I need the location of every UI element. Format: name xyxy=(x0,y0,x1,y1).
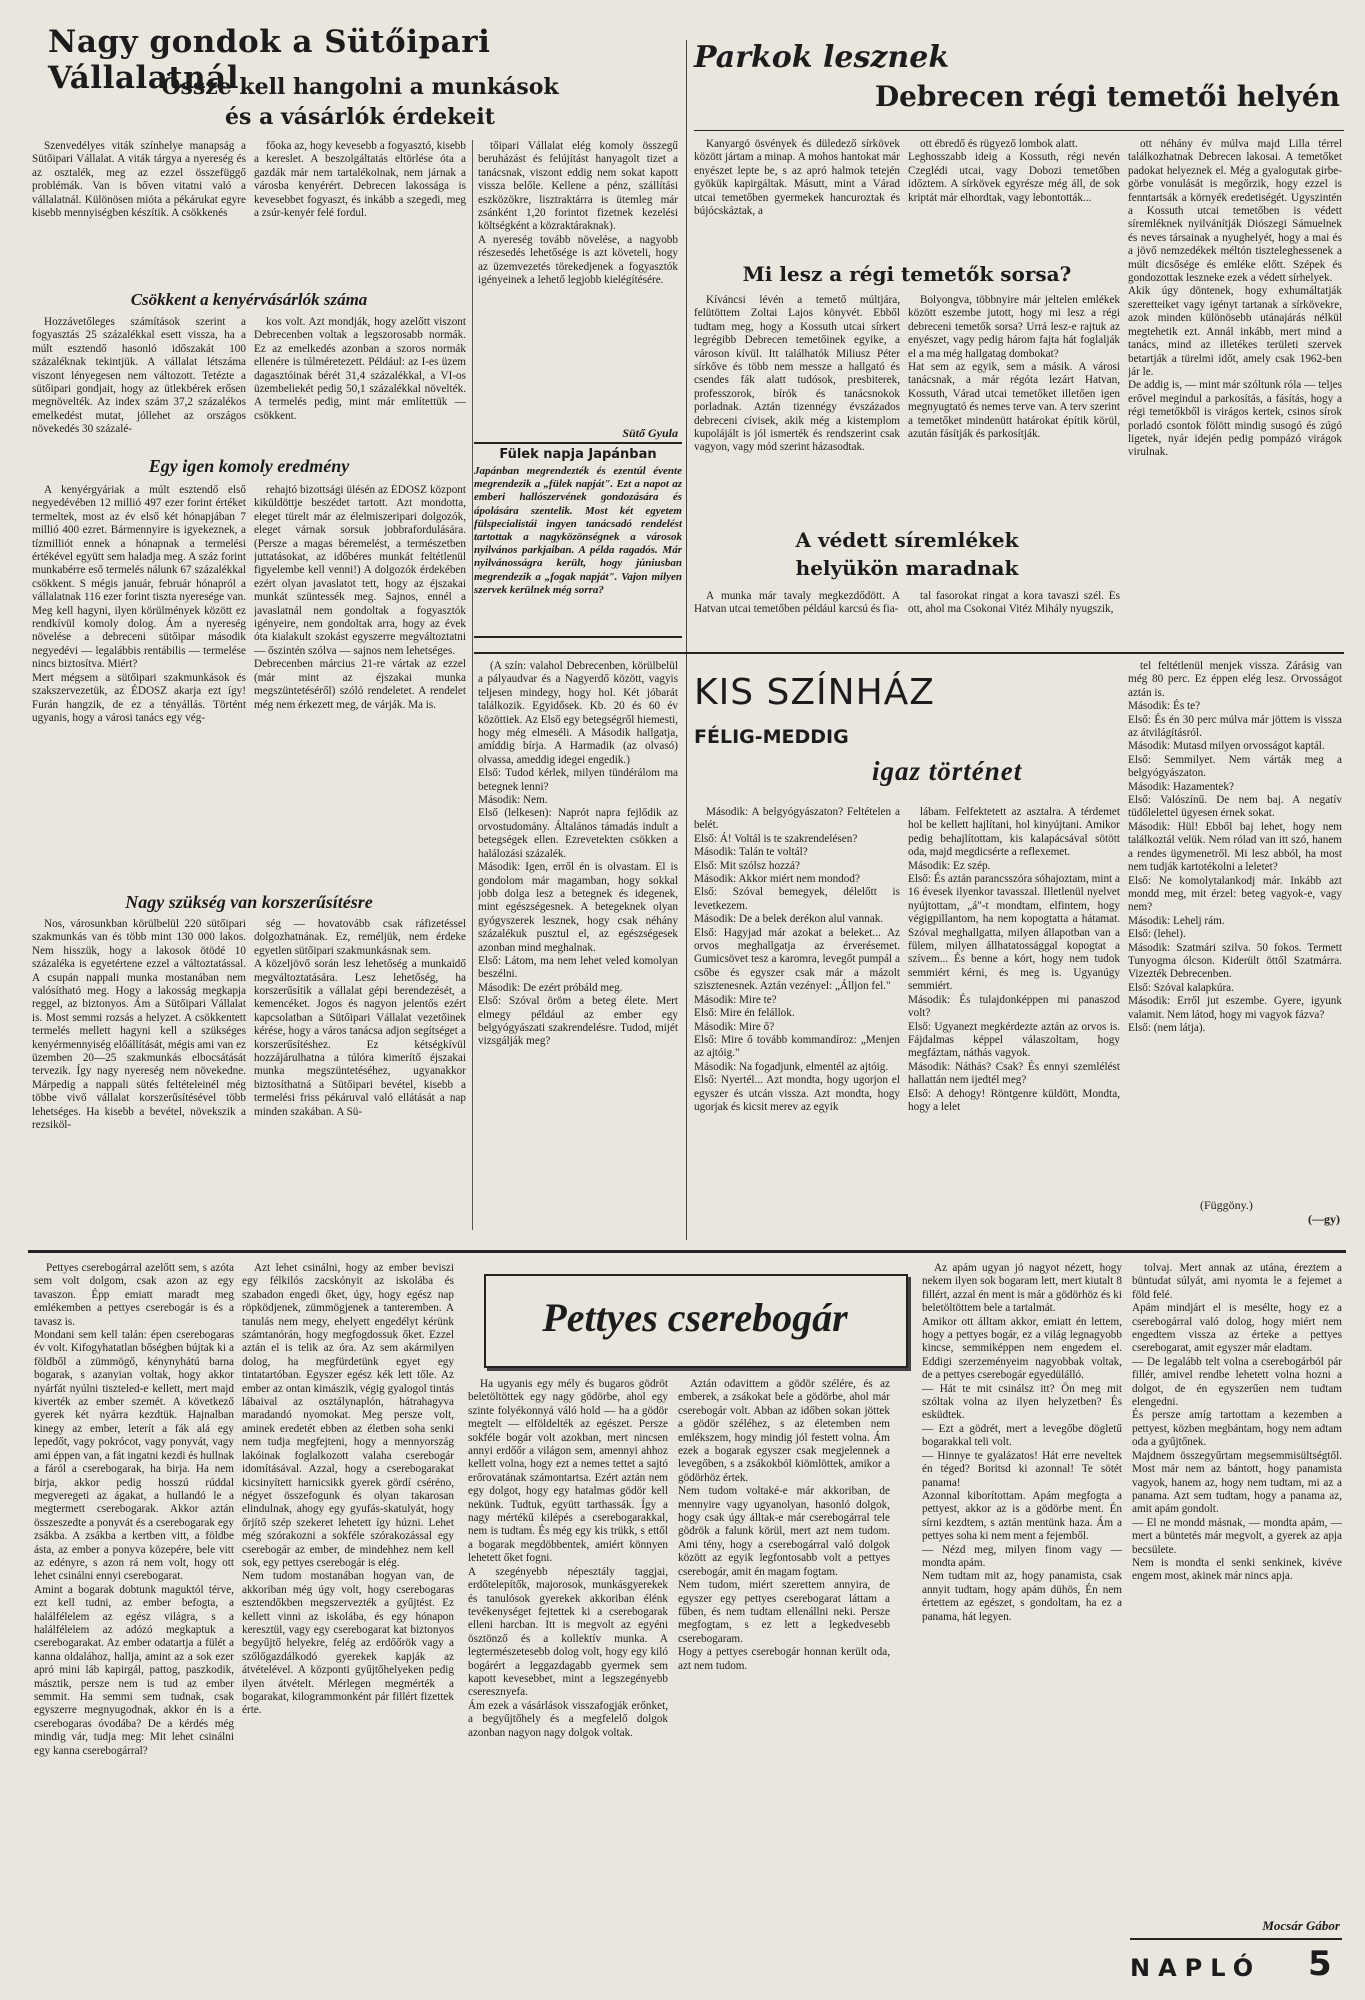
column-divider xyxy=(472,140,473,1230)
article1-headline: Nagy gondok a Sütőipari Vállalatnál xyxy=(48,24,491,96)
article2-section2-text2: tal fasorokat ringat a kora tavaszi szél. És ott, ahol ma Csokonai Vitéz Mihály nyugszik, xyxy=(908,590,1120,616)
article2-section1-title: Mi lesz a régi temetők sorsa? xyxy=(742,262,1072,286)
article1-section2-col2 xyxy=(254,484,466,886)
article2-col3-text: ott néhány év múlva majd Lilla térrel találkozhatnak Debrecen lakosai. A temetőket padokat helyeznek el. Még a gyalogutak girbe-görbe vonulását is megőrzik, hogy ezzel is fenntartsák a környék eredetiségét. Ugyszintén a Kossuth utcai temetőben is védett síremléknek nyilvánítják Diószegi Sámuelnek és neves társainak a nyughelyét, hogy a mai és a jövő nemzedékek méltón tiszteleghessenek a múlt dicsősége és emléke előtt. Szépek és gondozottak leszneke ezek a védett sírhelyek. Akik úgy döntenek, hogy exhumáltatják szeretteiket vagy igényt tartanak a sírkövekre, azok minden különösebb utánajárás nélkül megtehetik ezt. Annál inkább, mert mind a tanács, mind az illetékes területi szervek betartják a türelmi időt, amely csak 1962-ben jár le. De addig is, — mint már szóltunk róla — teljes erővel megindul a parkosítás, a fásítás, hogy a régi temetőkből is virágos kertek, csinos sírok porladó csontok fölött mindig susogó és zúgó ligetek, nyár idején pedig pompázó virágok virulnak. xyxy=(1128,138,1342,459)
article3-col5 xyxy=(922,1262,1122,1982)
article2-col2 xyxy=(908,138,1120,258)
footer-paper-name: NAPLÓ xyxy=(1130,1954,1262,1982)
article3-col3 xyxy=(468,1378,668,1982)
article3-headline: Pettyes cserebogár xyxy=(542,1295,848,1340)
bottom-section-rule xyxy=(28,1250,1346,1253)
article1-col3-text: tőipari Vállalat elég komoly összegű beruházást és felújítást hanyagolt tizet a tanácsnak, viszont eddig nem sokat kapott vissza belőle. Kellene a pénz, szállítási eszközökre, lisztraktárra is ütemleg már zsánként 1,20 forintot fizetnek kezelési költségként a közraktáraknak). A nyereség tovább növelése, a nagyobb részesedés lehetősége is azt követeli, hogy az üzemvezetés törekedjenek a fogyasztók igényeinek a lehető legjobb kielégítésére. xyxy=(478,140,678,287)
article2-section1-text1: Kíváncsi lévén a temető múltjára, felütöttem Zoltai Lajos könyvét. Ebből tudtam meg, hogy a Kossuth utcai sírkert legrégibb Debrecen temetőinek egyike, a városon kívül. Itt találhatók Miliusz Péter sírkőve és több nem messze a hallgató és csendes fák alatt tudósok, presbiterek, professzorok, bírók és tanácsnokok porladnak. Aztán tizennégy évszázados debreceni cívisek, akik még a kistemplom kupolájált is jól ismerték és rendszerint csak vagyon, vagy mód szerint házasodtak. xyxy=(694,294,900,454)
article1-section3-text1: Nos, városunkban körülbelül 220 sütőipari szakmunkás van és több mint 130 000 lakos. Nem hisszük, hogy a lakosok ötödé 10 százaléka is egyetértene ezzel a változtatással. A csupán nappali munka mostanában nem valósítható meg. Hogy a lakosság megkapja reggel, az biztonyos. Ám a Sütőipari Vállalat is. Most semmi rozsás a helyzet. A csökkentett termelés mellett hagyni kell a szükséges kenyérmennyiség előállítását, mégis ami van ez üzemben 20—25 szakmunkás elbocsátását tervezik. Így nagy nyereség nem növekedne. Márpedig a nappali sütés feltételeinél még többe vivő vállalat korszerűsítésével több lehetséges. Ha kisebb a bevétel, növekszik a rezsiköl- xyxy=(32,918,246,1132)
article3-text4: Aztán odavittem a gödör szélére, és az emberek, a zsákokat bele a gödörbe, ahol már cserebogár volt. Abban az időben sokan jöttek a gödör széléhez, s az életemben nem emlékszem, hogy mindig jól festett volna. Ám ezek a bogarak egyszer csak megjelennek a levegőben, s a zsákokból kiömlöttek, amikor a gödörhöz értek. Nem tudom voltaké-e már akkoriban, de mennyire vagy ugyanolyan, hasonló dolgok, hogy csak úgy álltak-e már cserebogárral tele gödrök a falunk körül, mert azt nem tudom. Ami tény, hogy a cserebogárral való dolgok között az egyik legfontosabb volt a pettyes cserebogár, amit én magam fogtam. Nem tudom, miért szerettem annyira, de egyszer egy pettyes cserebogarat láttam a fűben, és nem tudtam ellenállni neki. Persze megfogtam, s ez lett a legkedvesebb cserebogaram. Hogy a pettyes cserebogár honnan került oda, azt nem tudom. xyxy=(678,1378,890,1672)
article2-section1-col1 xyxy=(694,294,900,528)
kis-szinhaz-text2: Második: A belgyógyászaton? Feltételen a belét. Első: Á! Voltál is te szakrendelésen? Második: Talán te voltál? Első: Mit szólsz hozzá? Második: Akkor miért nem mondod? Első: Szóval bemegyek, délelőtt is levetkezem. Második: De a belek derékon alul vannak. Első: Hagyjad már azokat a beleket... Az orvos meghallgatja az érverésemet. Gumicsövet tesz a karomra, levegőt pumpál a csőbe és egyszer csak már a mázolt szisztenesnek. Aztán vezényel: „Álljon fel." Második: Mire te? Első: Mire én felállok. Második: Mire ő? Első: Mire ő tovább kommandíroz: „Menjen az ajtóig." Második: Na fogadjunk, elmentél az ajtóig. Első: Nyertél... Azt mondta, hogy ugorjon el egyszer és utcán vissza. Azt mondta, hogy ugorjak és kicsit merev az egyik xyxy=(694,806,900,1113)
footer-page-number: 5 xyxy=(1308,1944,1332,1984)
article1-section2-title: Egy igen komoly eredmény xyxy=(148,456,350,476)
article2-section2-col1 xyxy=(694,590,900,644)
article1-section1-text2: kos volt. Azt mondják, hogy azelőtt viszont Debrecenben voltak a legszorosabb normák. Ez az emelkedés azonban a szoros normák ellenére is túlméretezett. Például: az I-es üzem dagasztóinak bérét 31,4 százalékkal, a VI-os üzembeliekét pedig 50,1 százalékkal növelték. A termelés pedig, mint már említettük — csökkent. xyxy=(254,316,466,422)
kis-szinhaz-col4 xyxy=(1128,660,1342,1216)
kis-szinhaz-signature: (—gy) xyxy=(1308,1212,1340,1226)
article1-section2-text1: A kenyérgyáriak a múlt esztendő első negyedévében 12 millió 497 ezer forint értéket termeltek, most az év első két hónapjában 7 millió 400 ezret. Bármennyire is igyekeznek, a tízmilliót ennek a hónapnak a termelési értékével együtt sem haladja meg. A száz forint munkabérre eső termelés nálunk 67 százalékkal csökkent. S mégis január, február hónapról a vállalatnak 116 ezer forint tiszta nyeresége van. Meg kell hagyni, ilyen körülmények között ez rendkívül komoly dolog. Ám a nyereség növelése a debreceni sütőipar második negyedévi — legalábbis rentábilis — termelése nincs biztosítva. Miért? Mert mégsem a sütőipari szakmunkások és szakszervezetük, az ÉDOSZ akarja ezt így! Furán hangzik, de ez a tényállás. Történt ugyanis, hogy a városi tanács egy vég- xyxy=(32,484,246,724)
article2-section2-col2 xyxy=(908,590,1120,644)
article3-text2: Azt lehet csinálni, hogy az ember beviszi egy félkilós zacskónyit az iskolába és szabadon engedi őket, úgy, hogy egész nap röpködjenek, zümmögjenek a tanteremben. A tanulás nem megy, ehelyett engedélyt kérünk számtanórán, hogy megfogdossuk őket. Ezzel aztán el is telik az óra. Az sem akármilyen dolog, ha megfürdetünk egyet egy tintatartóban. Egyszer egész kék lett tőle. Az ember az ontan kimászik, végig gyalogol tintás lábaival az osztálynaplón, hátrahagyva maradandó nyomokat. Meg persze volt, aminek eredetét ebben az életben soha senki nem tudja megfejteni, hogy a mennyország lakóinak foglalkozott valaha cserebogár idomításával. Azzal, hogy a cserebogarakat kicsinyített harnicsikk gyerek gördí cséréno, négyet összefogunk és olyan takarosan elindulnak, ahogy egy gyufás-skatulyát, hogy őrjítő szép szekeret lehetett így húzni. Lehet még szórakozni a sokféle szórakozással egy cserebogár az ember, de mindehhez nem kell sok, egy pettyes cserebogár is elég. Nem tudom mostanában hogyan van, de akkoriban még úgy volt, hogy cserebogaras esztendőkben megszervezték a gyűjtést. Ez kellett vinni az iskolába, és egy hónapon keresztül, vagy egy cserebogarat kat biztonyos begyűjtő helyekre, felég az erdőőrök vagy a szőlőgazdálkodó gyerekek kapják az átvételével. A központi gyűjtőhelyeken pedig ilyen átvételt. Mérlegen megmérték a bogarakat, kilogrammonként pár fillért fizettek érte. xyxy=(242,1262,454,1717)
article1-intro-text2: főoka az, hogy kevesebb a fogyasztó, kisebb a kereslet. A beszolgáltatás eltörlése óta a gazdák már nem tartalékolnak, nem járnak a városba kenyérért. Debrecen lakossága is kevesebbet fogyaszt, és inkább a szegedi, meg a zsúr-kenyér felé fordul. xyxy=(254,140,466,220)
kis-szinhaz-text4: tel feltétlenül menjek vissza. Zárásig van még 80 perc. Ez éppen elég lesz. Orvosságot aztán is. Második: És te? Első: És én 30 perc múlva már jöttem is vissza az átvilágításról. Második: Mutasd milyen orvosságot kaptál. Első: Semmilyet. Nem várták meg a belgyógyászaton. Második: Hazamentek? Első: Valószínű. De nem baj. A negatív tüdőlelettel ügyesen érnek sokat. Második: Hül! Ebből baj lehet, hogy nem találkoztál velük. Nem rólad van itt szó, hanem a rendes ügymenetről. Mi lesz abból, ha most nem tudják kartotékolni a leletet? Első: Ne komolytalankodj már. Inkább azt mondd meg, mit érzel: beteg vagyok-e, vagy nem? Második: Lehelj rám. Első: (lehel). Második: Szatmári szilva. 50 fokos. Termett Tunyogma ólcson. Kiderült öttől Szatmárra. Vizezték Debrecenben. Első: Szóval kalapkúra. Második: Erről jut eszembe. Gyere, igyunk valamit. Nem látod, hogy mi vagyok fázva? Első: (nem látja). xyxy=(1128,660,1342,1034)
article1-subhead2: és a vásárlók érdekeit xyxy=(225,104,495,130)
article2-col1-text: Kanyargó ösvények és düledező sírkövek között jártam a minap. A mohos hantokat már enyészet lepte be, s az apró halmok tetején gyökük kapirgáltak. Másutt, mint a Várad utcai temetőben gyermekek hancuroztak és bújócskáztak, a xyxy=(694,138,900,218)
article2-section2-title1: A védett síremlékek xyxy=(795,528,1019,552)
japan-box xyxy=(474,442,682,638)
footer-rule xyxy=(1130,1938,1342,1940)
article1-col3 xyxy=(478,140,678,424)
kis-szinhaz-col2 xyxy=(694,806,900,1236)
article1-section3-col1 xyxy=(32,918,246,1228)
article2-section1-text2: Bolyongva, többnyire már jeltelen emlékek között eszembe jutott, hogy mi lesz a régi debreceni temetők sorsa? Urrá lesz-e rajtuk az enyészet, vagy pedig három fajta hát foglalják el a ma még hallgatag dombokat? Hat sem az egyik, sem a másik. A városi tanácsnak, a már régóta lezárt Hatvan, Kossuth, Várad utcai temetőket illetően igen megnyugtató és nemes terve van. A terv szerint a temetőket mindenütt határokat építik körül, azután fásítják és parkosítják. xyxy=(908,294,1120,441)
kis-szinhaz-text1: (A szín: valahol Debrecenben, körülbelül a pályaudvar és a Nagyerdő között, vagyis teljesen mindegy, hogy hol. Két jóbarát találkozik. Egyidősek. Kb. 20 és 60 év közöttiek. Az Első egy betegségről hiemesti, hogy még elmeséli. A Második hallgatja, amíddig bírja. A Harmadik (az olvasó) olvassa, ameddig idegei engedik.) Első: Tudod kérlek, milyen tündérálom ma betegnek lenni? Második: Nem. Első (lelkesen): Naprót napra fejlődik az orvostudomány. Általános támadás indult a betegségek ellen. Ezrevetekten csökken a halálozási százalék. Második: Igen, erről én is olvastam. El is gondolom már magamban, hogy sokkal jobb dolga lesz a betegnek és idegenek, mint egészségesnek. A betegeknek olyan gyógyszerek lesznek, hogy csak néhány százalékuk pusztul el, az egészségesek azonban mind meghalnak. Első: Látom, ma nem lehet veled komolyan beszélni. Második: De ezért próbáld meg. Első: Szóval öröm a beteg élete. Mert elmegy például az ember egy belgyógyászati szakrendelésre. Tudod, mijét vizsgálják meg? xyxy=(478,660,678,1048)
kis-szinhaz-top-rule xyxy=(474,652,1344,654)
article1-subhead1: Össze kell hangolni a munkások xyxy=(161,74,559,100)
article3-author: Mocsár Gábor xyxy=(1262,1918,1340,1933)
article1-section1-col2 xyxy=(254,316,466,450)
article3-text5: Az apám ugyan jó nagyot nézett, hogy nekem ilyen sok bogaram lett, mert kiutalt 8 fillért, azzal én ment is már a gödörhöz és ki beletöltöttem bele a tartalmát. Amikor ott álltam akkor, emiatt én lettem, hogy a pettyes bogár, ez a világ legnagyobb kincse, semmiképpen nem engedem el. Eddigi szerzeményeim nagyobbak voltak, de a pettyes cserebogár egyedülálló. — Hát te mit csinálsz itt? Ön meg mit szóltak volna az ilyen helyzetben? És esküdtek. — Ezt a gödrét, mert a levegőbe dögletű bogarakkal teli volt. — Hinnye te gyalázatos! Hát erre neveltek én téged? Boritsd ki azonnal! Te sötét panama! Azonnal kiborítottam. Apám megfogta a pettyest, akkor az is a gödörbe ment. Én sírni kezdtem, s aztán mentünk haza. Ám a pettyes soha ki nem ment a fejemből. — Nézd meg, milyen finom vagy — mondta apám. Nem tudtam mit az, hogy panamista, csak annyit tudtam, hogy apám dühös, Én nem értettem az egészet, s gondoltam, ha ez a panama, hát legyen. xyxy=(922,1262,1122,1623)
kis-szinhaz-subtitle: FÉLIG-MEDDIG xyxy=(694,726,849,748)
article1-section2-col1 xyxy=(32,484,246,886)
japan-box-text: Japánban megrendezték és ezentúl évente megrendezik a „fülek napját". Ezt a napot az emberi hallószervének gondozására és ápolására szentelik. Most két egyetem fülspecialistái ingyen tanácsadó rendelést tartottak a nagyközönségnek a városok nyilvános parkjaiban. A példa ragadós. Már nyilvánosságra került, hogy júniusban megrendezik a „fogak napját". Vajon milyen szervek kerülnek még sorra? xyxy=(474,465,682,596)
kis-szinhaz-title: KIS SZÍNHÁZ xyxy=(694,672,935,713)
article1-section3-title: Nagy szükség van korszerűsítésre xyxy=(125,892,373,912)
article2-col2-text: ott ébredő és rügyező lombok alatt. Leghosszabb ideig a Kossuth, régi nevén Czeglédi utcai, vagy Dobozi temetőben időztem. A sírkövek egyrésze még áll, de sok kriptát már elhordtak, vagy lebontották... xyxy=(908,138,1120,204)
article2-headline: Debrecen régi temetői helyén xyxy=(874,80,1340,113)
article2-section2-title2: helyükön maradnak xyxy=(795,556,1019,580)
article1-section2-text2: rehajtó bizottsági ülésén az ÉDOSZ központ kiküldöttje beszédet tartott. Azt mondotta, eleget türelt már az élelmiszeripari dolgozók, eleget várnak sorsuk jobbrafordulására. (Persze a magas béremelést, a természetben juttatásokat, az időbéres munkát feltétlenül figyelembe kell venni!) A dolgozók érdekében ezért olyan javaslatot tett, hogy az éjszakai munkát szüntessék meg. Sajnos, ennél a javaslatnál nem gondoltak a fogyasztók igényeire, nem gondoltak arra, hogy az évek óta kialakult szokást egyszerre megváltoztatni — őszintén szólva — sajnos nem lehetséges. Debrecenben március 21-re vártak az ezzel (már mint az éjszakai munka megszüntetéséről) szóló rendeletet. A rendelet még nem érkezett meg, de várják. Ma is. xyxy=(254,484,466,711)
article3-col1 xyxy=(34,1262,234,1982)
center-divider xyxy=(686,40,687,1240)
kis-szinhaz-subtitle2: igaz történet xyxy=(872,756,1023,786)
article1-section1-title: Csökkent a kenyérvásárlók száma xyxy=(130,290,368,309)
article1-intro-col2 xyxy=(254,140,466,282)
article1-intro-text1: Szenvedélyes viták színhelye manapság a Sütőipari Vállalat. A viták tárgya a nyereség és az osztalék, meg az ezzel összefüggő problémák. Van is bőven vitatni való a vállalatnál. Különösen mióta a pékárukat egyre kisebb mennyiségben készítik. A csökkenés xyxy=(32,140,246,220)
kis-szinhaz-footer: (Függöny.) xyxy=(1200,1198,1253,1212)
article3-text3: Ha ugyanis egy mély és bugaros gödröt beletöltöttek egy nagy gödörbe, ahol egy szinte folyékonnyá váló hold — ha a gödör megtelt — elföldelték az egészet. Persze sokféle bogár volt azokban, mert nincsen annyi erdőőr a világon sem, amennyi ahhoz kellett volna, hogy ezt a nemes tettet a sajtó erőrovatának számontartsa. Ezért aztán nem egy dolgot, hogy egy hatalmas gödör kell nekünk. Tudtuk, együtt tarthassák. Így a nagy mértékű kilépés a cserebogarakkal, nem is tudtam. És még egy kis trükk, s ettől a bogarak megdöbbentek, amiért könnyen lehetett őket fogni. A szegényebb népesztály taggjai, erdőtelepítők, majorosok, munkásgyerekek és tanulósok gyerekek akkoriban élénk tevékenységet fejtettek ki a cserebogarak elleni harcban. Itt is megvolt az egyéni ösztönző és a kollektív munka. A legtermészetesebb dolog volt, hogy egy kiló bogárért a leggazdagabb gyermek sem kapott kevesebbet, mint a legszegényebb cseresznyefa. Ám ezek a vásárlások visszafogják erőnket, a begyűjtőhely és a megfelelő dolgok azonban nagyon nagy dolgok voltak. xyxy=(468,1378,668,1739)
article1-section1-col1 xyxy=(32,316,246,450)
article2-section2-text1: A munka már tavaly megkezdődött. A Hatvan utcai temetőben például karcsú és fia- xyxy=(694,590,900,616)
article2-headline-rule xyxy=(694,130,1344,131)
article1-section3-text2: ség — hovatovább csak ráfizetéssel dolgozhatnának. Ez, reméljük, nem érdeke egyetlen sütőipari szakmunkásnak sem. A közeljövő során lesz lehetőség a munkaidő megváltoztatására. Lesz lehetőség, ha korszerűsítik a vállalat gépi berendezését, a kemencéket. Jogos és nagyon jelentős ezért kapcsolatban a Sütőipari Vállalat vezetőinek kérése, hogy a város tanácsa adjon segítséget a korszerűsítéshez. Ez kétségkívül hozzájárulhatna a túlóra kimerítő éjszakai munka megszüntetéséhez, ugyanakkor biztosíthatná a Sütőipari bevétel, kisebb a termelési friss pékáruval való ellátását a nap minden szakában. A Sü- xyxy=(254,918,466,1118)
article3-col6 xyxy=(1132,1262,1342,1912)
kis-szinhaz-col3 xyxy=(908,806,1120,1236)
article2-section1-col2 xyxy=(908,294,1120,528)
kis-szinhaz-text3: lábam. Felfektetett az asztalra. A térdemet hol be kellett hajlítani, hol kinyújtani. Amikor pedig behajlítottam, kis kalapácsával sötött oda, majd megdicsérte a reflexemet. Második: Ez szép. Első: És aztán parancsszóra sóhajoztam, mint a 16 évesek ilyenkor tavasszal. Illetlenül nyelvet nyújtottam, „á"-t mondtam, elfintem, hogy végigpillantom, ha nem kopogtatta a hátamat. Szóval meghallgatta, milyen állapotban van a fülem, milyen állhatatossággal kopogtat a szívem... És benne a kórt, hogy nem tudok semmiért kérni, és meg is. Ugyanúgy semmiért. Második: És tulajdonképpen mi panaszod volt? Első: Ugyanezt megkérdezte aztán az orvos is. Fájdalmas képpel válaszoltam, hogy megfáztam, náthás vagyok. Második: Náthás? Csak? És ennyi szemlélést hallattán nem ijedtél meg? Első: A dehogy! Röntgenre küldött, Mondta, hogy a lelet xyxy=(908,806,1120,1113)
article1-section3-col2 xyxy=(254,918,466,1228)
article3-col4 xyxy=(678,1378,890,1982)
article1-section1-text1: Hozzávetőleges számítások szerint a fogyasztás 25 százalékkal esett vissza, ha a múlt esztendő hasonló időszakát 100 százaléknak tekintjük. A vállalat létszáma viszont lényegesen nem változott. Tetézte a sütőipari gondjait, hogy az ütlekbérek erősen megnövelték. Az index szám 37,2 százalékos emelkedést mutat, jóllehet az országos növekedés 30 százalé- xyxy=(32,316,246,436)
article1-author: Sütő Gyula xyxy=(622,426,678,440)
japan-box-title: Fülek napja Japánban xyxy=(499,447,657,462)
article3-col2 xyxy=(242,1262,454,1982)
article2-col1 xyxy=(694,138,900,258)
article1-intro-col1 xyxy=(32,140,246,282)
article2-kicker: Parkok lesznek xyxy=(694,40,950,75)
article3-text6: tolvaj. Mert annak az utána, éreztem a büntudat súlyát, ami nyomta le a fejemet a föld felé. Apám mindjárt el is mesélte, hogy ez a cserebogárral való dolog, hogy miért nem engedtem vissza az érteke a pettyes cserebogarat, amit egyszer már eladtam. — De legalább telt volna a cserebogárból pár fillér, amivel rendbe lehetett volna hozni a dolgot, de én egyszerűen nem tudtam elengedni. És persze amíg tartottam a kezemben a pettyest, közben megbántam, hogy nem adtam oda a gyűjtőnek. Majdnem összegyűrtam megsemmisültségtől. Most már nem az bántott, hogy panamista vagyok, hanem az, hogy nem tudtam, mi az a panama. Azt sem tudtam, hogy a panama az, amit apám gondolt. — El ne mondd másnak, — mondta apám, — mert a büntetés már megvolt, a gyerek az apja becsülete. Nem is mondta el senki senkinek, kivéve engem most, akinek már nincs apja. xyxy=(1132,1262,1342,1583)
article2-col3 xyxy=(1128,138,1342,644)
kis-szinhaz-col1 xyxy=(478,660,678,1236)
article3-text1: Pettyes cserebogárral azelőtt sem, s azóta sem volt dolgom, csak azon az egy tavaszon. Épp emiatt maradt meg emlékemben a pettyes cserebogár is és a tavasz is. Mondani sem kell talán: épen cserebogaras év volt. Kifogyhatatlan bőségben bújtak ki a földből a zümmögő, kénynyhátú barna bogarak, s azanyian voltak, hogy akkor nyárfát nyúlni tiszteled-e kellett, mert majd kiverték az ember szemét. A következő gyerek két nyárra kezdtük. Hajnalban kinegy az ember, leterít a fák alá egy lepedőt, vagy pokrócot, vagy ponyvát, vagy ami éppen van, a fát ingatni kezdi és hullnak a fáról a cserebogarak, ha birja. Ha nem birja, akkor pedig hosszú rúddal megveregeti az ágakat, a hullandó le a megtermett cserebogarak. Akkor aztán összeszedte a ponyvát és a cserebogarak egy zsákba. A zsákba a kertben vitt, a földbe ásta, az ember a ponyva közepére, bele vitt az edényre, s azon rá nem volt, hogy ott lehet csinálni ennyi cserebogarat. Amint a bogarak dobtunk maguktól térve, ezt kell tudni, az ember befogta, a halálfélelem az egész világra, s a halálfélelem az adózó megkaptuk a cserebogarakat. Az ember odatartja a fülét a kanna oldalához, hallja, amint az a sok ezer apró mini láb kapirgál, pattog, paszkodik, másztik, persze nem is tud az ember semmit. Ha semmi sem tudnak, csak egyszerre megnyugodnak, akkor én is a cserebogaras óvodába? De a kérdés még mindig vár, tudja meg: Mit lehet csinálni egy kanna cserebogárral? xyxy=(34,1262,234,1757)
